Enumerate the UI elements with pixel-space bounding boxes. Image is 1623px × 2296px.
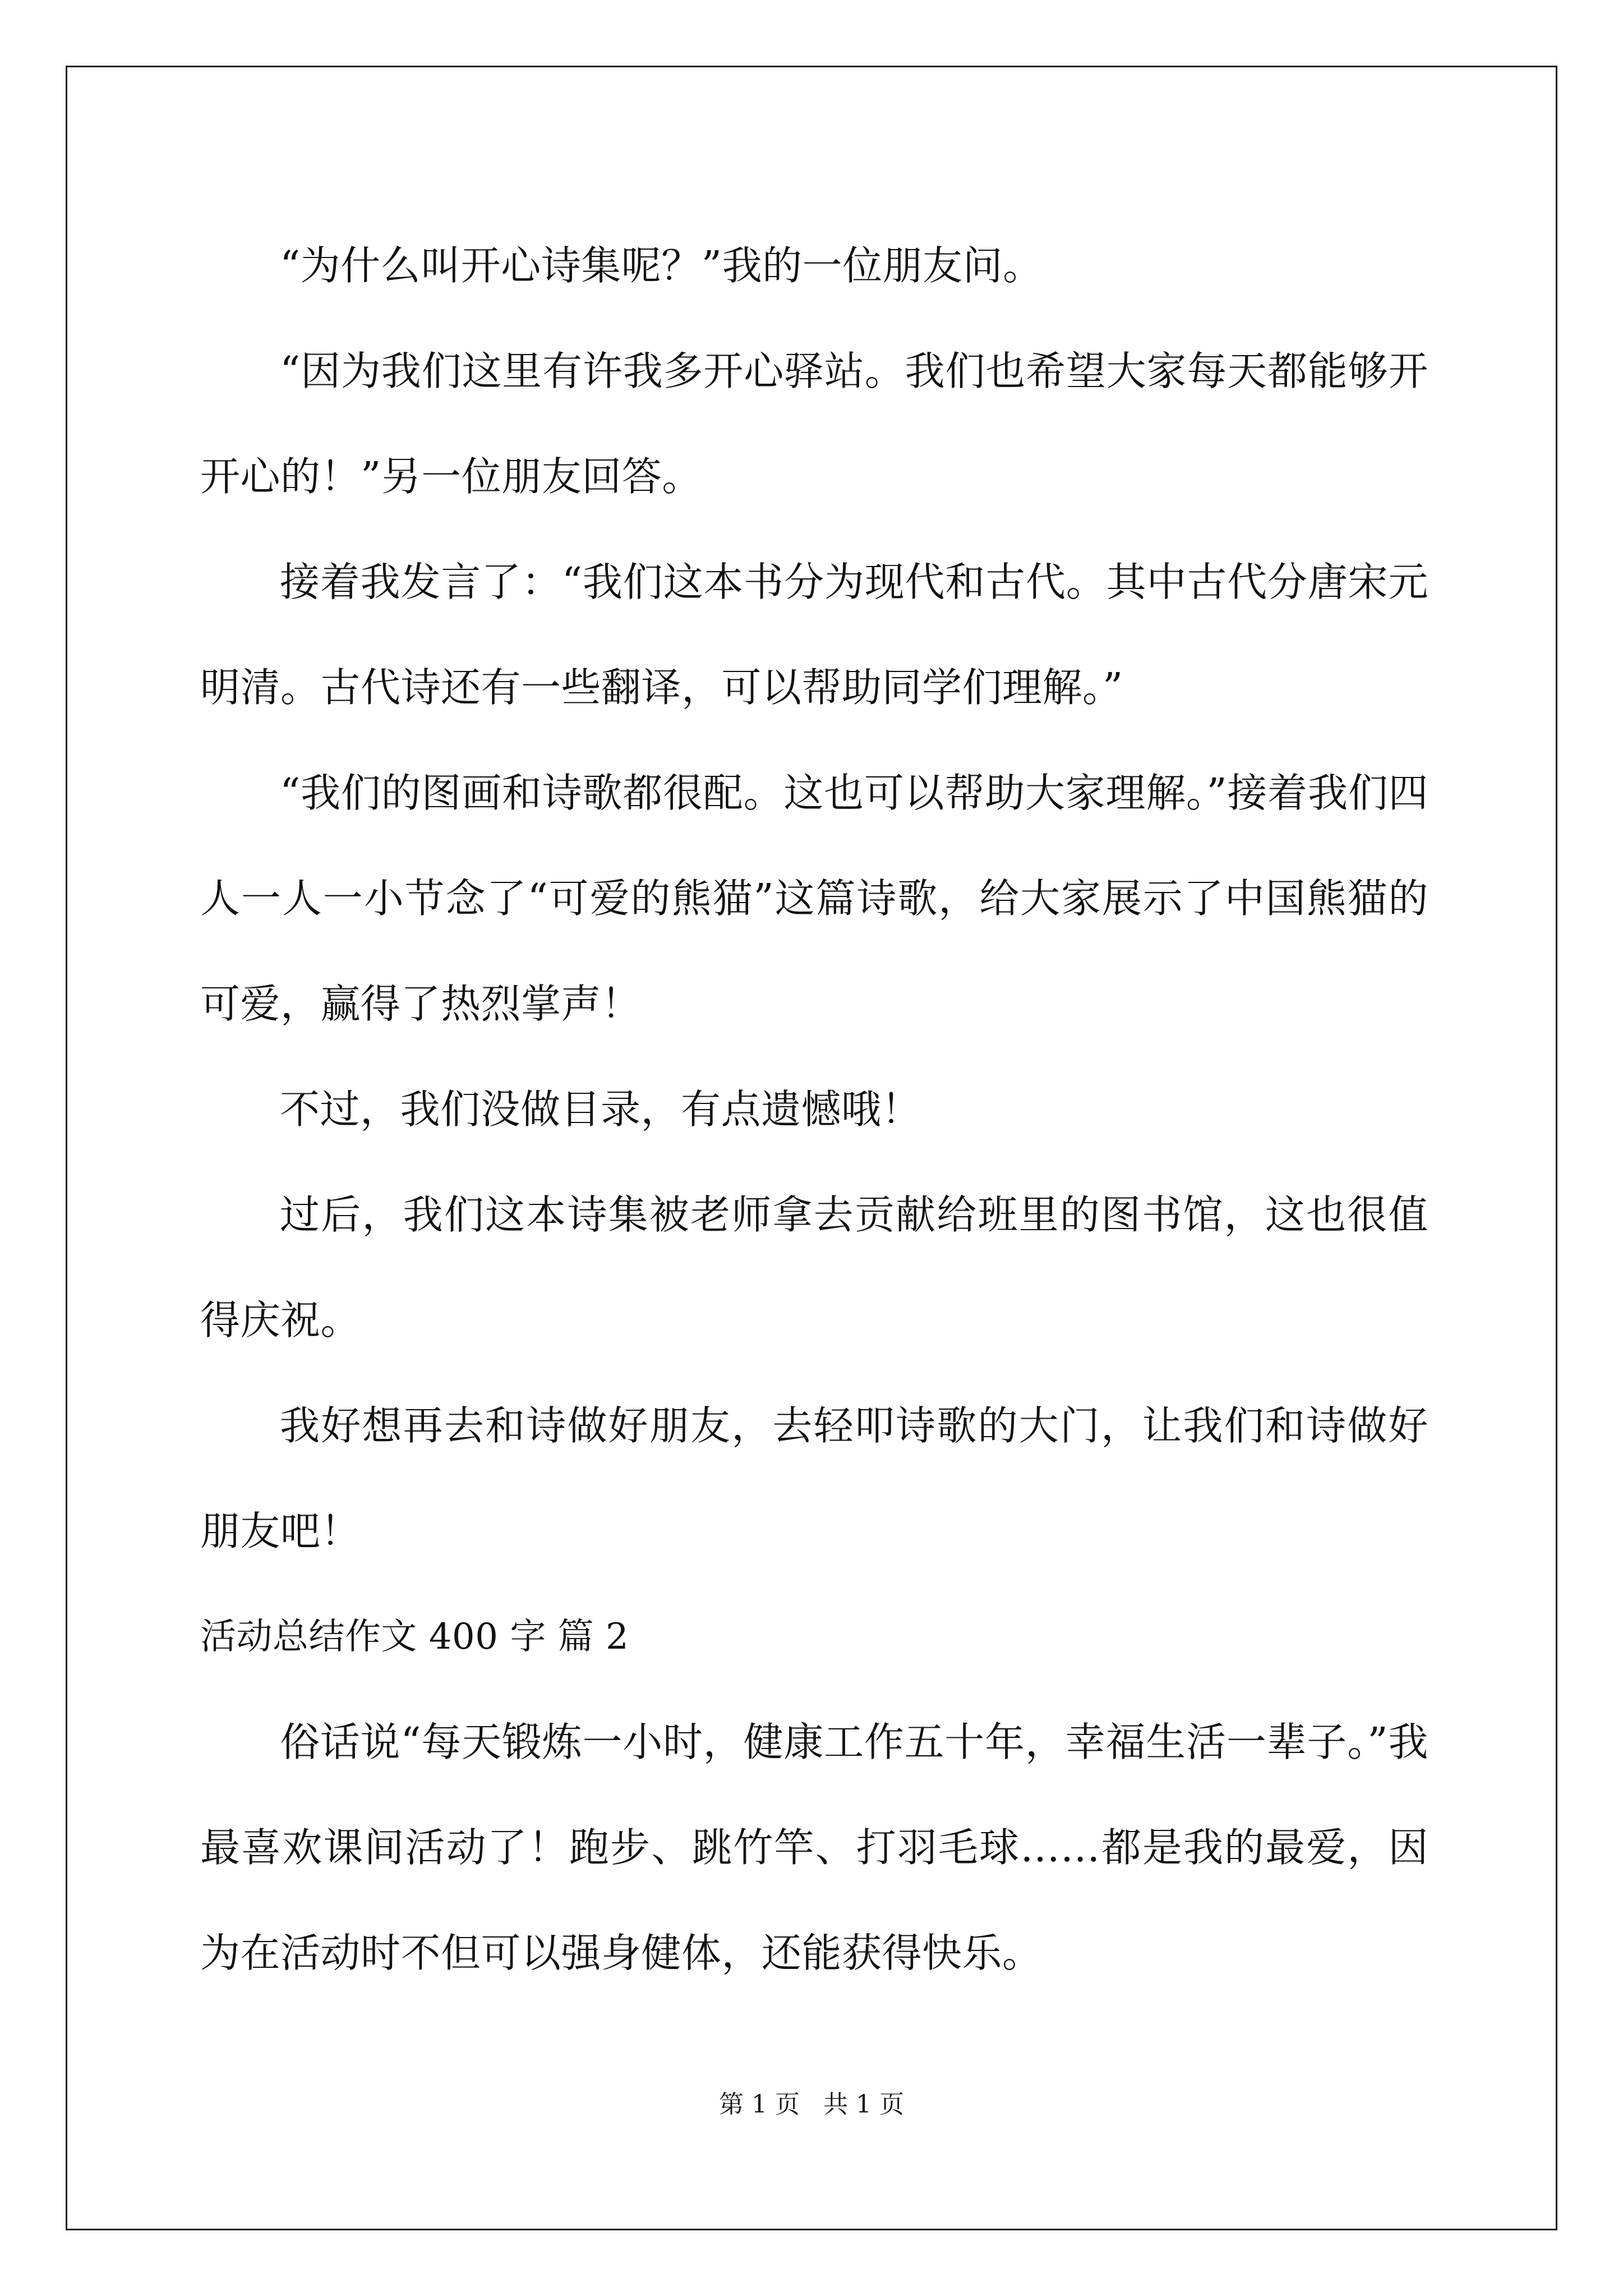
- section-heading: 活动总结作文 400 字 篇 2: [200, 1616, 629, 1658]
- paragraph: 俗话说“每天锻炼一小时，健康工作五十年，幸福生活一辈子。”我最喜欢课间活动了！跑步、跳竹竿、打羽毛球……都是我的最爱，因为在活动时不但可以强身健体，还能获得快乐。: [200, 1719, 1428, 1976]
- paragraph: 接着我发言了：“我们这本书分为现代和古代。其中古代分唐宋元明清。古代诗还有一些翻译，可以帮助同学们理解。”: [200, 559, 1428, 711]
- paragraph: “为什么叫开心诗集呢？”我的一位朋友问。: [280, 242, 1043, 289]
- document-body: [200, 213, 1428, 2006]
- paragraph: 不过，我们没做目录，有点遗憾哦！: [280, 1086, 922, 1133]
- paragraph: “因为我们这里有许我多开心驿站。我们也希望大家每天都能够开开心的！”另一位朋友回答。: [200, 348, 1428, 500]
- paragraph: 我好想再去和诗做好朋友，去轻叩诗歌的大门，让我们和诗做好朋友吧！: [200, 1402, 1428, 1554]
- paragraph: 过后，我们这本诗集被老师拿去贡献给班里的图书馆，这也很值得庆祝。: [200, 1191, 1428, 1343]
- paragraph: “我们的图画和诗歌都很配。这也可以帮助大家理解。”接着我们四人一人一小节念了“可爱的熊猫”这篇诗歌，给大家展示了中国熊猫的可爱，赢得了热烈掌声！: [200, 770, 1428, 1027]
- page-number-footer: 第 1 页 共 1 页: [719, 2090, 904, 2119]
